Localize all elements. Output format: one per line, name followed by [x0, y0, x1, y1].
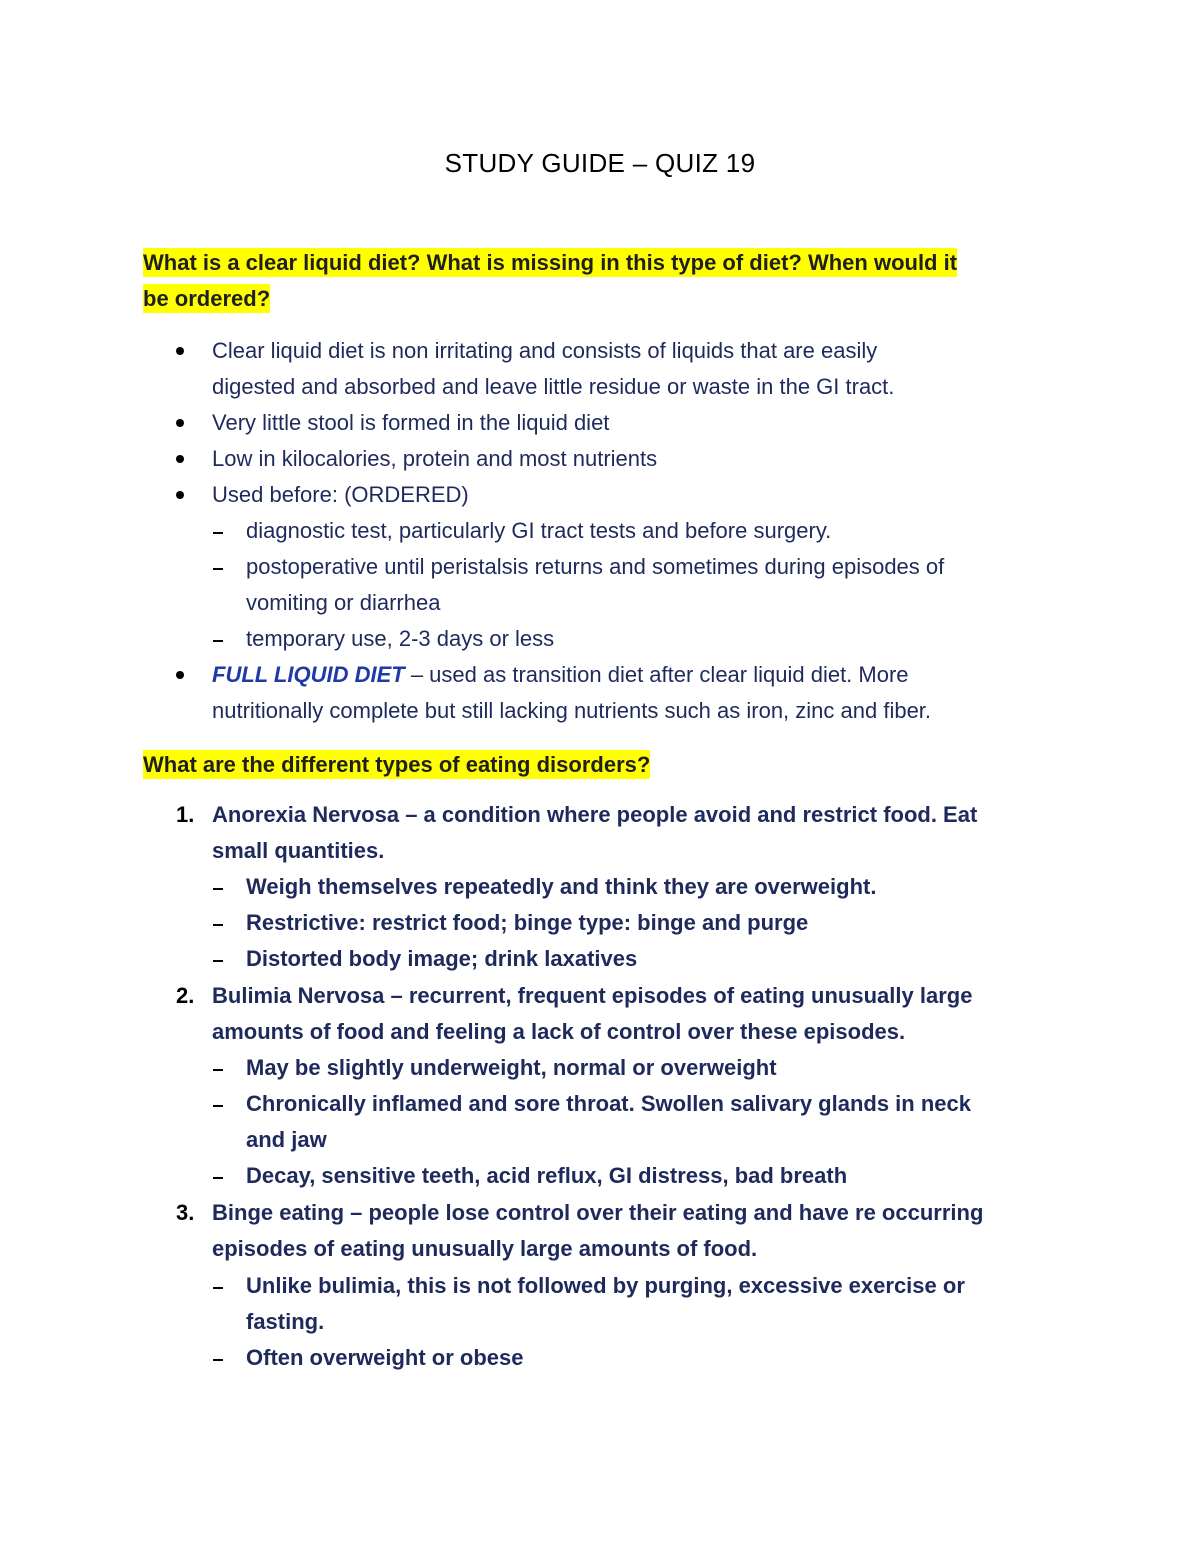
list-item-text-continued: small quantities. [212, 838, 385, 863]
dash-item-text: Unlike bulimia, this is not followed by purging, excessive exercise or [246, 1273, 965, 1298]
dash-item-text-continued: and jaw [246, 1127, 327, 1152]
bullet-text: Low in kilocalories, protein and most nutrients [212, 446, 658, 471]
bullet-marker [176, 419, 184, 427]
dash-marker [213, 1287, 223, 1289]
dash-item-text: Often overweight or obese [246, 1345, 524, 1370]
dash-marker [213, 1177, 223, 1179]
dash-item-text: Decay, sensitive teeth, acid reflux, GI distress, bad breath [246, 1163, 848, 1188]
bullet-marker [176, 455, 184, 463]
dash-marker [213, 1069, 223, 1071]
dash-marker [213, 960, 223, 962]
list-item-text: Binge eating – people lose control over their eating and have re occurring [212, 1200, 984, 1225]
dash-item-text: May be slightly underweight, normal or overweight [246, 1055, 777, 1080]
list-item-text: Bulimia Nervosa – recurrent, frequent episodes of eating unusually large [212, 983, 973, 1008]
page-title: STUDY GUIDE – QUIZ 19 [444, 148, 756, 178]
question-line-2: be ordered? [143, 286, 271, 311]
list-number: 3. [176, 1200, 195, 1225]
list-number: 1. [176, 802, 195, 827]
list-item-text-continued: amounts of food and feeling a lack of control over these episodes. [212, 1019, 906, 1044]
dash-item-text: Weigh themselves repeatedly and think they are overweight. [246, 874, 877, 899]
list-number: 2. [176, 983, 195, 1008]
bullet-text-continued: digested and absorbed and leave little residue or waste in the GI tract. [212, 374, 895, 399]
dash-item-text: Chronically inflamed and sore throat. Swollen salivary glands in neck [246, 1091, 971, 1116]
dash-marker [213, 924, 223, 926]
dash-marker [213, 1359, 223, 1361]
question-line-1: What is a clear liquid diet? What is missing in this type of diet? When would it [143, 250, 958, 275]
dash-marker [213, 888, 223, 890]
bullet-text: Very little stool is formed in the liquid diet [212, 410, 610, 435]
question-line-1: What are the different types of eating disorders? [143, 752, 651, 777]
bullet-text: Used before: (ORDERED) [212, 482, 469, 507]
bullet-text [212, 657, 909, 693]
dash-item-text-continued: fasting. [246, 1309, 325, 1334]
bullet-text-continued: nutritionally complete but still lacking nutrients such as iron, zinc and fiber. [212, 698, 932, 723]
bullet-text: Clear liquid diet is non irritating and consists of liquids that are easily [212, 338, 878, 363]
question-clear-liquid-diet [143, 245, 1063, 317]
dash-item-text: Distorted body image; drink laxatives [246, 946, 638, 971]
question-eating-disorders [143, 747, 1063, 783]
dash-marker [213, 1105, 223, 1107]
dash-marker [213, 568, 223, 570]
full-liquid-diet-description: – used as transition diet after clear liquid diet. More [404, 662, 909, 687]
dash-item-text: temporary use, 2-3 days or less [246, 626, 555, 651]
bullet-marker [176, 671, 184, 679]
bullet-marker [176, 347, 184, 355]
list-item-text-continued: episodes of eating unusually large amounts of food. [212, 1236, 758, 1261]
dash-marker [213, 640, 223, 642]
dash-item-text: postoperative until peristalsis returns and sometimes during episodes of [246, 554, 945, 579]
dash-item-text: diagnostic test, particularly GI tract tests and before surgery. [246, 518, 832, 543]
full-liquid-diet-term: FULL LIQUID DIET [212, 662, 405, 687]
list-item-text: Anorexia Nervosa – a condition where people avoid and restrict food. Eat [212, 802, 978, 827]
bullet-marker [176, 491, 184, 499]
dash-marker [213, 532, 223, 534]
dash-item-text: Restrictive: restrict food; binge type: binge and purge [246, 910, 809, 935]
dash-item-text-continued: vomiting or diarrhea [246, 590, 441, 615]
